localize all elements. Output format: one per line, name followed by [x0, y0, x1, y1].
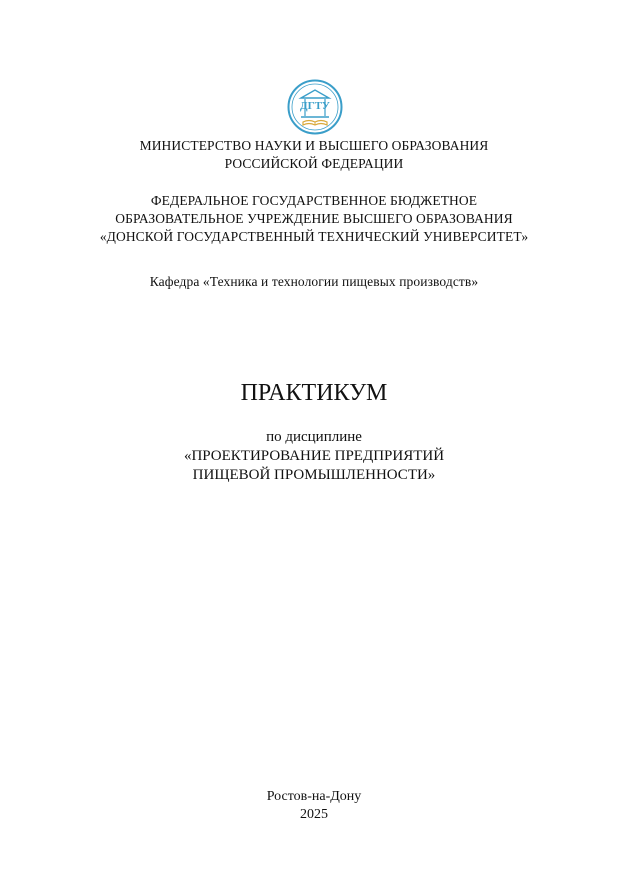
- publication-city: Ростов-на-Дону: [266, 789, 362, 804]
- publication-year: 2025: [300, 807, 328, 822]
- university-line: «ДОНСКОЙ ГОСУДАРСТВЕННЫЙ ТЕХНИЧЕСКИЙ УНИВЕРСИТЕТ»: [99, 229, 529, 244]
- ministry-line: МИНИСТЕРСТВО НАУКИ И ВЫСШЕГО ОБРАЗОВАНИЯ: [139, 138, 489, 153]
- university-line: ФЕДЕРАЛЬНОЕ ГОСУДАРСТВЕННОЕ БЮДЖЕТНОЕ: [150, 193, 478, 208]
- university-line: ОБРАЗОВАТЕЛЬНОЕ УЧРЕЖДЕНИЕ ВЫСШЕГО ОБРАЗОВАНИЯ: [115, 211, 513, 226]
- emblem-letters: ДГТУ: [300, 100, 330, 112]
- ministry-line: РОССИЙСКОЙ ФЕДЕРАЦИИ: [224, 156, 404, 171]
- document-title: ПРАКТИКУМ: [240, 380, 388, 406]
- university-emblem-icon: [286, 78, 344, 136]
- university-heading: [0, 192, 628, 246]
- discipline-intro: по дисциплине: [266, 429, 362, 445]
- publication-info: [0, 788, 628, 824]
- ministry-heading: [0, 137, 628, 173]
- discipline-name-line: ПИЩЕВОЙ ПРОМЫШЛЕННОСТИ»: [192, 467, 436, 483]
- discipline-block: [0, 428, 628, 485]
- discipline-name-line: «ПРОЕКТИРОВАНИЕ ПРЕДПРИЯТИЙ: [183, 448, 445, 464]
- department-name: Кафедра «Техника и технологии пищевых производств»: [149, 274, 479, 289]
